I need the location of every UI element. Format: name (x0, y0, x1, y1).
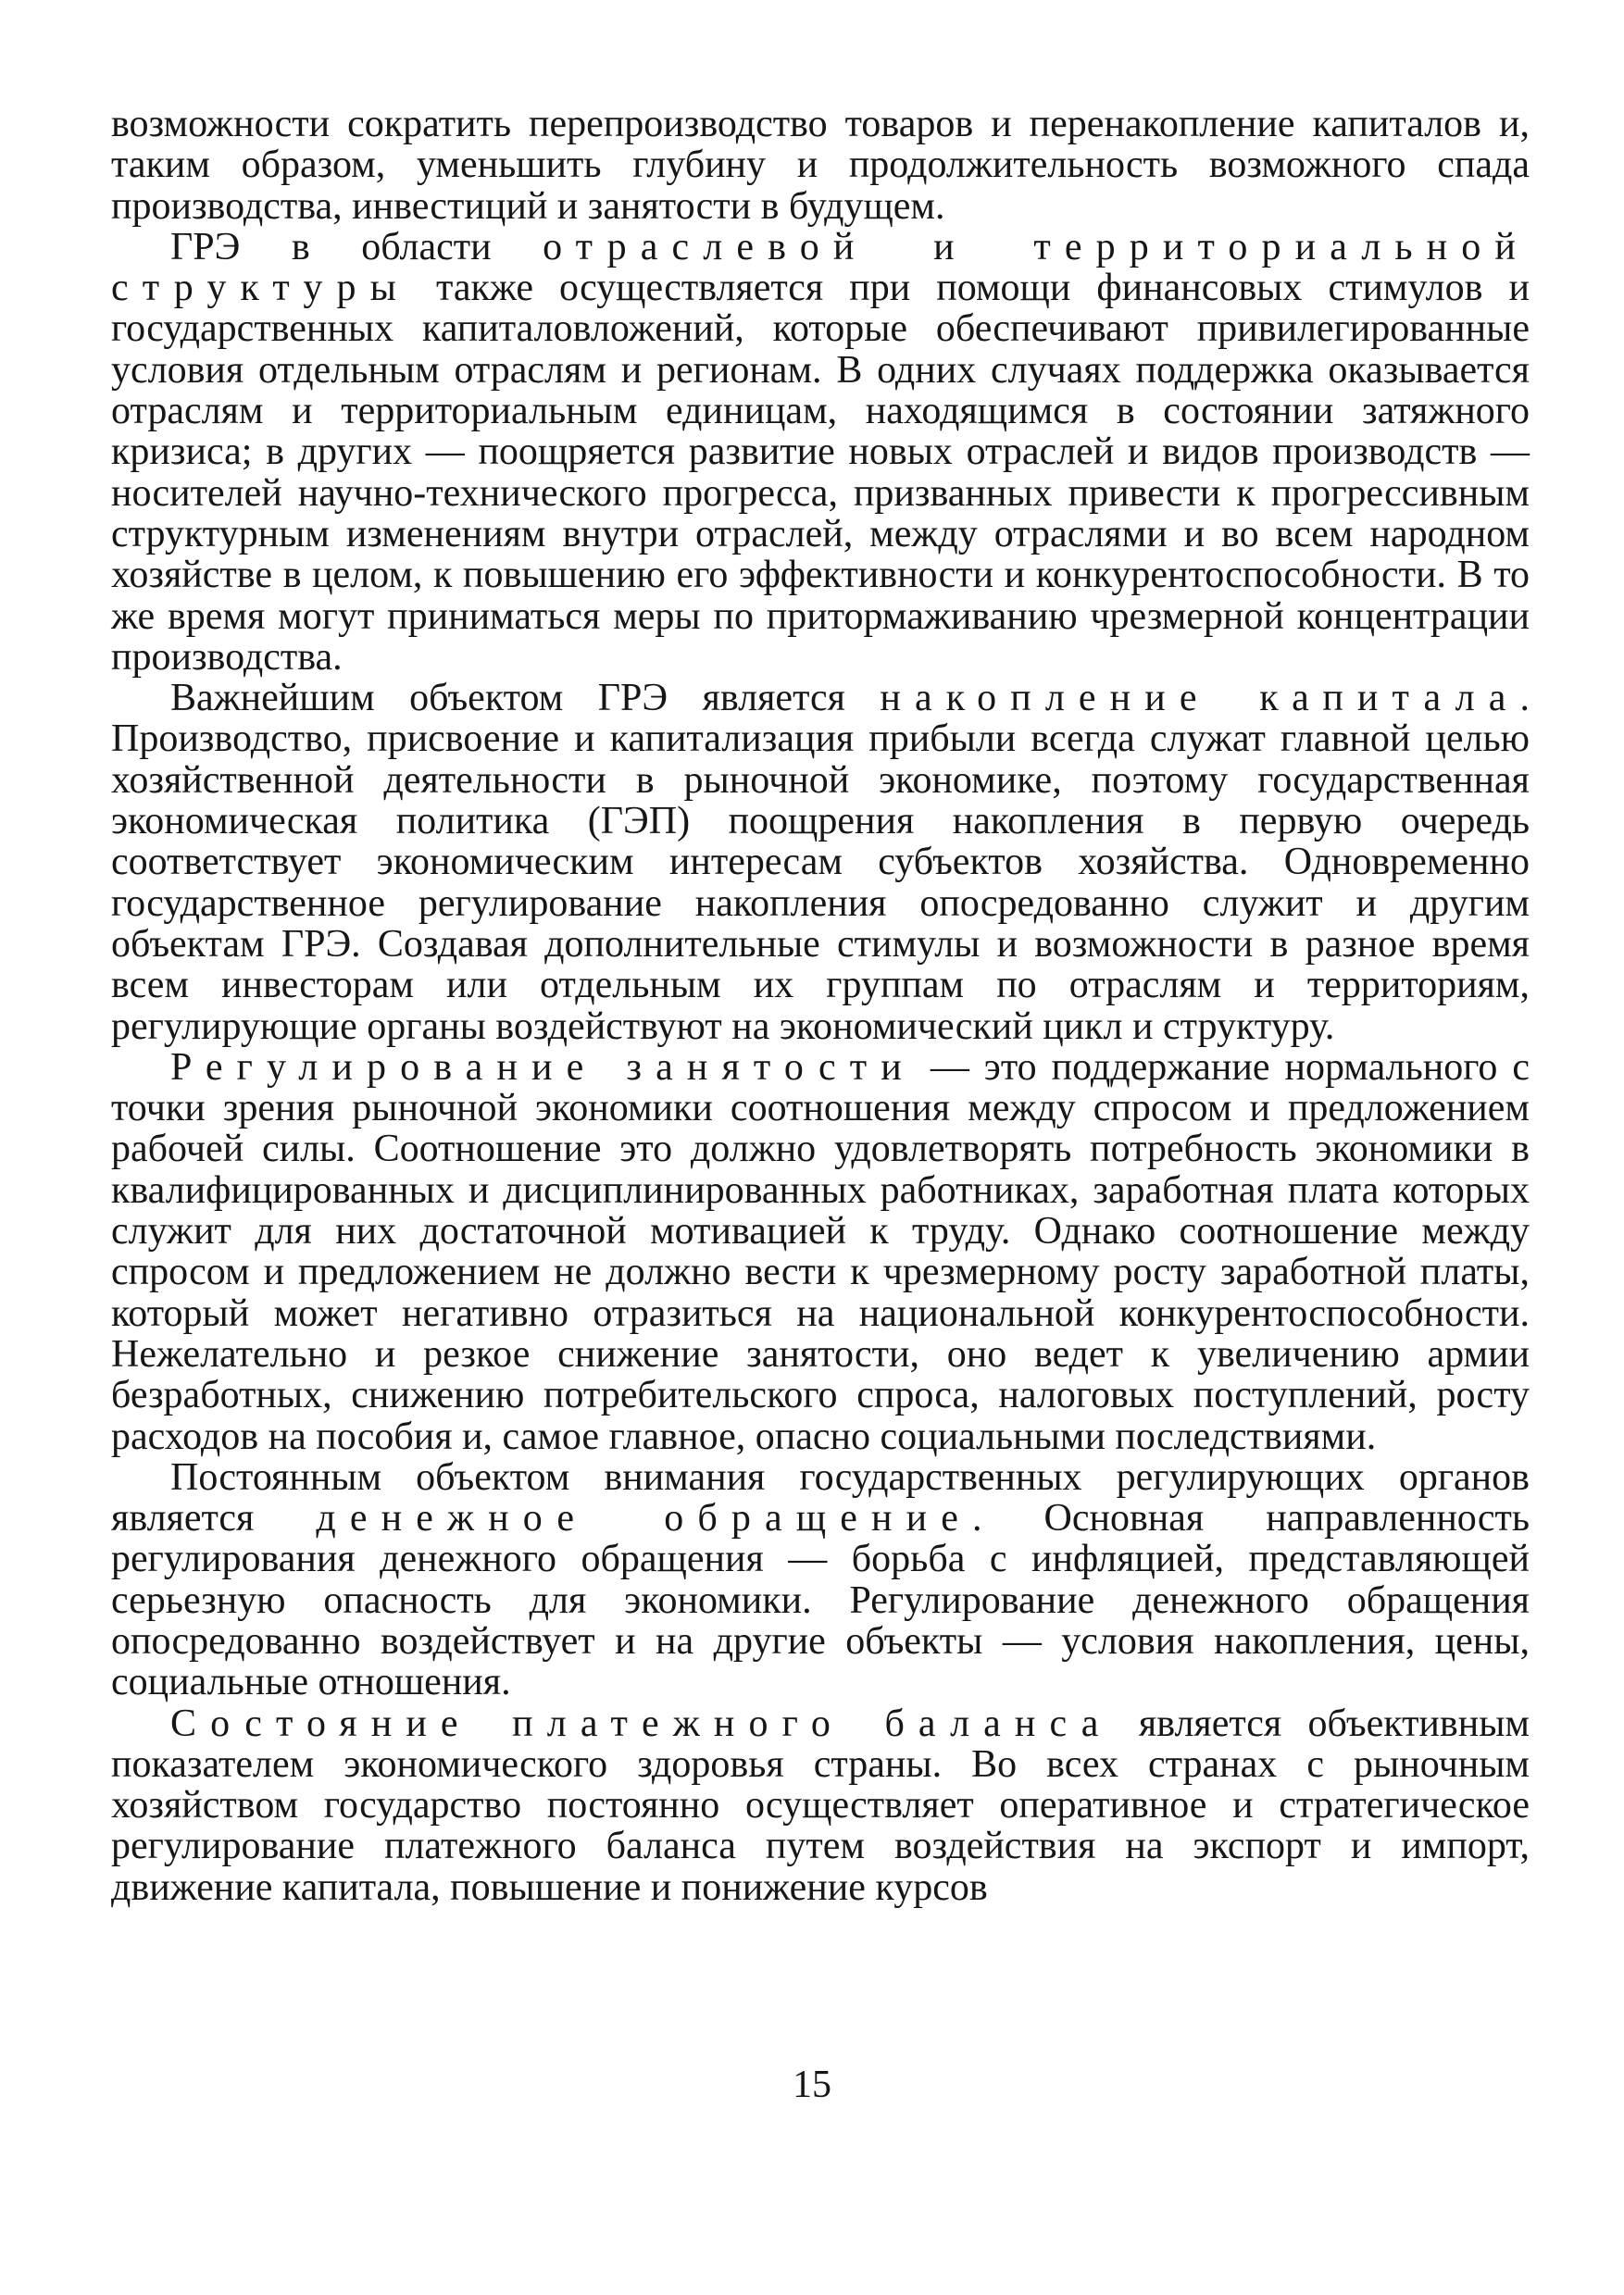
book-page (111, 104, 1530, 2233)
page-number: 15 (793, 2064, 831, 2106)
text-run: является объективным показателем экономического здоровья страны. Во всех странах с рыночным хозяйством государство постоянно осуществляет оперативное и стратегическое регулирование платежного баланса путем воздействия на экспорт и импорт, движение капитала, повышение и понижение курсов (111, 1702, 1530, 1909)
text-run: Постоянным объектом внимания государственных регулирующих органов является (111, 1455, 1530, 1540)
text-run: ГРЭ в области (170, 225, 543, 268)
text-run: также осуществляется при помощи финансовых стимулов и государственных капиталовложений, которые обеспечивают привилегированные условия отдельным отраслям и регионам. В одних случаях поддержка оказывается отраслям и территориальным единицам, находящимся в состоянии затяжного кризиса; в других — поощряется развитие новых отраслей и видов производств — носителей научно-технического прогресса, призванных привести к прогрессивным структурным изменениям внутри отраслей, между отраслями и во всем народном хозяйстве в целом, к повышению его эффективности и конкурентоспособности. В то же время могут приниматься меры по притормаживанию чрезмерной концентрации производства. (111, 267, 1530, 679)
spaced-term: денежное обращение (316, 1497, 972, 1540)
spaced-term: отраслевой и территориальной структуры (111, 225, 1530, 310)
paragraph-continuation (111, 104, 1530, 227)
text-run: Важнейшим объектом ГРЭ является (170, 677, 881, 720)
text-run: . Производство, присвоение и капитализация прибыли всегда служат главной целью хозяйственной деятельности в рыночной экономике, поэтому государственная экономическая политика (ГЭП) поощрения накопления в первую очередь соответствует экономическим интересам субъектов хозяйства. Одновременно государственное регулирование накопления опосредованно служит и другим объектам ГРЭ. Создавая дополнительные стимулы и возможности в разное время всем инвесторам или отдельным их группам по отраслям и территориям, регулирующие органы воздействуют на экономический цикл и структуру. (111, 677, 1530, 1048)
paragraph-money-circulation (111, 1457, 1530, 1703)
text-run: . Основная направленность регулирования денежного обращения — борьба с инфляцией, представляющей серьезную опасность для экономики. Регулирование денежного обращения опосредованно воздействует и на другие объекты — условия накопления, цены, социальные отношения. (111, 1497, 1530, 1704)
paragraph-balance-of-payments (111, 1703, 1530, 1908)
text-run: — это поддержание нормального с точки зрения рыночной экономики соотношения между спросом и предложением рабочей силы. Соотношение это должно удовлетворять потребность экономики в квалифицированных и дисциплинированных работниках, заработная плата которых служит для них достаточной мотивацией к труду. Однако соотношение между спросом и предложением не должно вести к чрезмерному росту заработной платы, который может негативно отразиться на национальной конкурентоспособности. Нежелательно и резкое снижение занятости, оно ведет к увеличению армии безработных, снижению потребительского спроса, налоговых поступлений, росту расходов на пособия и, самое главное, опасно социальными последствиями. (111, 1045, 1530, 1458)
spaced-term: Состояние платежного баланса (170, 1702, 1113, 1745)
paragraph-capital-accumulation (111, 678, 1530, 1047)
spaced-term: накопление капитала (880, 677, 1520, 720)
paragraph-sectoral-structure (111, 227, 1530, 678)
paragraph-employment-regulation (111, 1047, 1530, 1457)
text-run: возможности сократить перепроизводство товаров и перенакопление капиталов и, таким образом, уменьшить глубину и продолжительность возможного спада производства, инвестиций и занятости в будущем. (111, 103, 1530, 228)
spaced-term: Регулирование занятости (170, 1045, 916, 1089)
